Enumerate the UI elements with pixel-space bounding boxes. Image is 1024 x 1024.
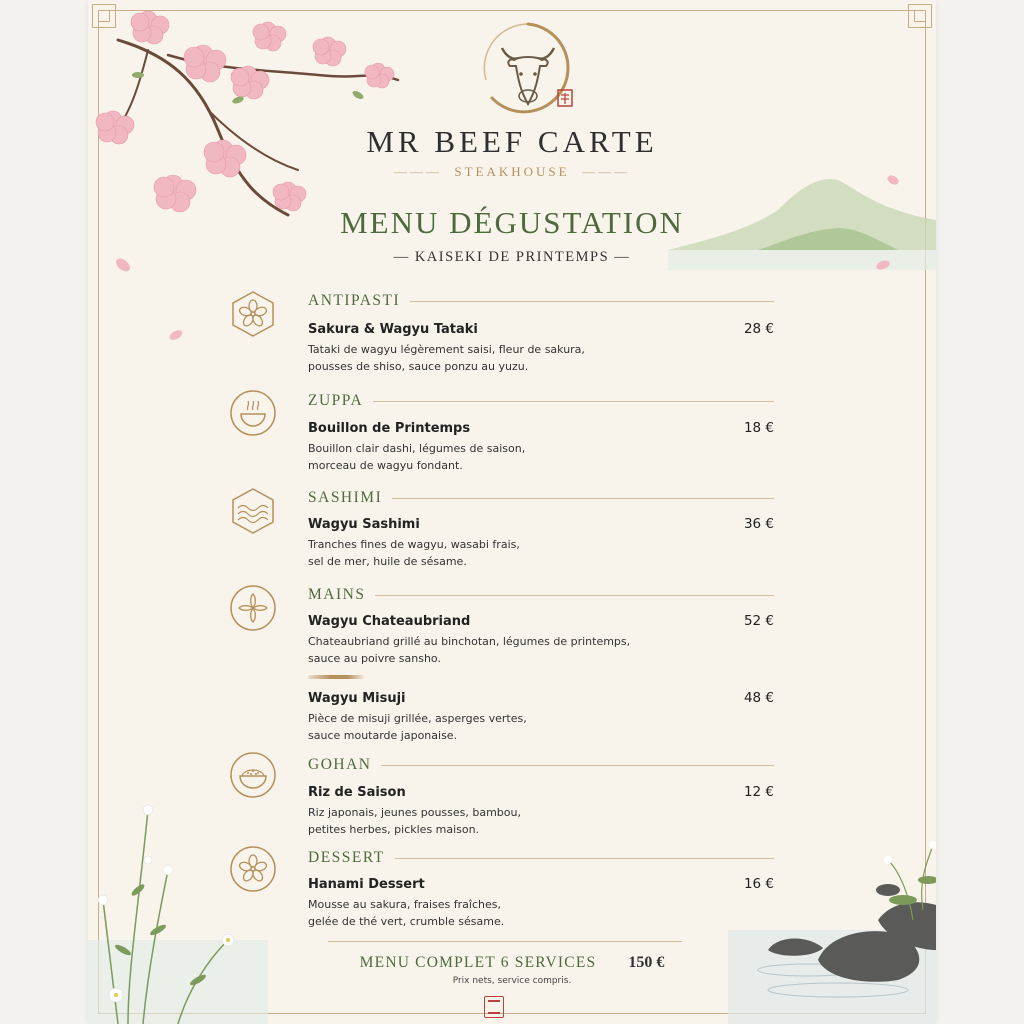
bull-head-icon (472, 18, 584, 118)
leaf-circle-icon (230, 585, 276, 631)
item-description: Bouillon clair dashi, légumes de saison, morceau de wagyu fondant. (308, 442, 526, 472)
item-price: 36 € (743, 516, 774, 532)
item-description: Riz japonais, jeunes pousses, bambou, petites herbes, pickles maison. (308, 806, 521, 836)
brand-header (88, 124, 936, 180)
menu-item (308, 690, 774, 744)
section-heading-antipasti: ANTIPASTI (308, 291, 774, 311)
menu-item (308, 613, 774, 667)
price-note: Prix nets, service compris. (452, 976, 572, 986)
menu-item (308, 876, 774, 930)
waves-hexagon-icon (230, 488, 276, 534)
section-heading-sashimi: SASHIMI (308, 488, 774, 508)
section-heading-mains: MAINS (308, 585, 774, 605)
item-name: Bouillon de Printemps (308, 421, 471, 436)
item-name: Wagyu Sashimi (308, 517, 420, 532)
section-heading-dessert: DESSERT (308, 848, 774, 868)
sakura-circle-icon (230, 846, 276, 892)
wildflowers-illustration (88, 790, 268, 1024)
item-price: 48 € (743, 690, 774, 706)
menu-item (308, 420, 774, 474)
menu-card (88, 0, 936, 1024)
total-price: 150 € (628, 954, 665, 971)
cherry-blossom-branch-illustration (88, 0, 418, 230)
item-price: 12 € (743, 784, 774, 800)
item-name: Wagyu Misuji (308, 691, 406, 706)
item-description: Pièce de misuji grillée, asperges vertes, sauce moutarde japonaise. (308, 712, 527, 742)
logo (472, 18, 584, 118)
rice-bowl-icon (230, 752, 276, 798)
total-label: MENU COMPLET 6 SERVICES (359, 954, 597, 971)
total-divider (328, 941, 682, 942)
item-description: Mousse au sakura, fraises fraîches, gelée de thé vert, crumble sésame. (308, 898, 505, 928)
item-price: 16 € (743, 876, 774, 892)
restaurant-subtitle: ——— STEAKHOUSE ——— (393, 164, 631, 179)
restaurant-name: MR BEEF CARTE (366, 124, 658, 159)
item-name: Wagyu Chateaubriand (308, 614, 471, 629)
brush-stroke-divider (308, 675, 364, 679)
section-heading-zuppa: ZUPPA (308, 391, 774, 411)
item-name: Riz de Saison (308, 785, 406, 800)
item-price: 18 € (743, 420, 774, 436)
item-name: Hanami Dessert (308, 877, 425, 892)
item-description: Chateaubriand grillé au binchotan, légumes de printemps, sauce au poivre sansho. (308, 635, 631, 665)
corner-ornament-top-right (908, 4, 932, 28)
sakura-hexagon-icon (230, 291, 276, 337)
section-heading-gohan: GOHAN (308, 755, 774, 775)
item-price: 52 € (743, 613, 774, 629)
menu-title: MENU DÉGUSTATION (340, 205, 684, 240)
menu-item (308, 321, 774, 375)
item-description: Tranches fines de wagyu, wasabi frais, sel de mer, huile de sésame. (308, 538, 520, 568)
menu-total (88, 954, 936, 972)
item-name: Sakura & Wagyu Tataki (308, 322, 478, 337)
item-price: 28 € (743, 321, 774, 337)
menu-subtitle: — KAISEKI DE PRINTEMPS — (393, 249, 631, 265)
steaming-bowl-icon (230, 390, 276, 436)
item-description: Tataki de wagyu légèrement saisi, fleur de sakura, pousses de shiso, sauce ponzu au yuzu. (308, 343, 585, 373)
red-seal-stamp (484, 996, 504, 1018)
menu-item (308, 784, 774, 838)
menu-item (308, 516, 774, 570)
